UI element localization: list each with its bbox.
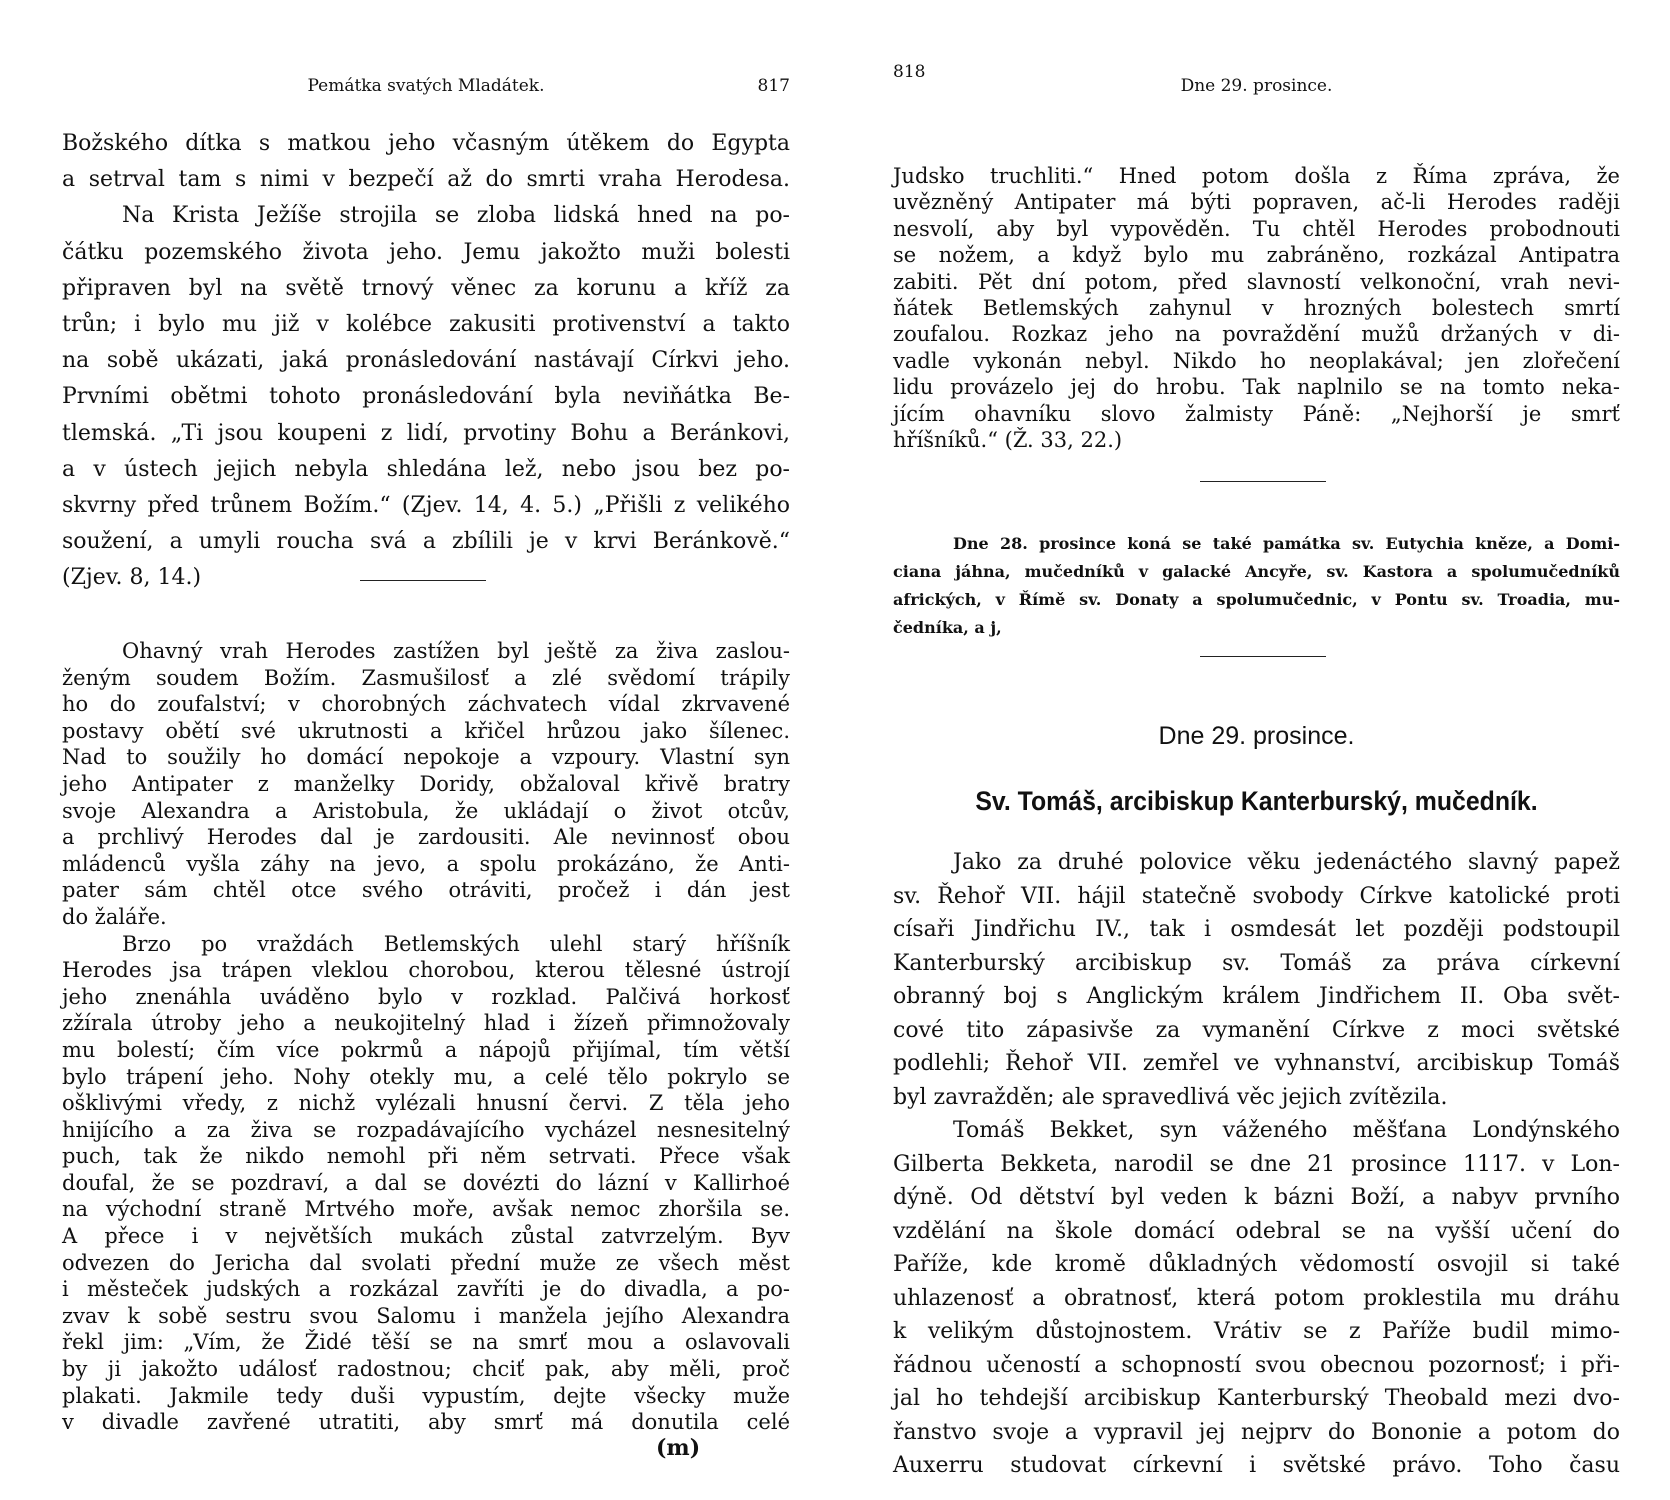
text-line: A přece i v největších mukách zůstal zatvrzelým. Byv — [62, 1224, 790, 1249]
left-header-title: Pemátka svatých Mladátek. — [307, 76, 545, 96]
text-line: na sobě ukázati, jaká pronásledování nastávají Církvi jeho. — [62, 348, 790, 374]
text-line: ošklivými vředy, z nichž vylézali hnusní červi. Z těla jeho — [62, 1091, 790, 1116]
text-line: sv. Řehoř VII. hájil statečně svobody Církve katolické proti — [893, 883, 1620, 909]
left-page-number: 817 — [757, 76, 790, 96]
text-line: postavy obětí své ukrutnosti a křičel hrůzou jako šílenec. — [62, 718, 790, 743]
right-header-title: Dne 29. prosince. — [1180, 76, 1333, 96]
text-line: řádnou učeností a schopností svou obecnou pozornosť; i při- — [893, 1352, 1620, 1378]
right-text-block-2 — [893, 846, 1620, 1483]
text-line: Božského dítka s matkou jeho včasným útěkem do Egypta — [62, 131, 790, 156]
text-line: soužení, a umyli roucha svá a zbílili je v krvi Beránkově.“ — [62, 529, 790, 555]
text-line: a v ústech jejich nebyla shledána lež, nebo jsou bez po- — [62, 456, 790, 482]
text-line: Prvními obětmi tohoto pronásledování byla neviňátka Be- — [62, 384, 790, 410]
text-line: a setrval tam s nimi v bezpečí až do smrti vraha Herodesa. — [62, 167, 790, 193]
note-line: ciana jáhna, mučedníků v galacké Ancyře, sv. Kastora a spolumučedníků — [893, 562, 1620, 581]
text-line: trůn; i bylo mu již v kolébce zakusiti protivenství a takto — [62, 311, 790, 337]
text-line: řekl jim: „Vím, že Židé těší se na smrť mou a oslavovali — [62, 1330, 790, 1355]
text-line: čátku pozemského života jeho. Jemu jakožto muži bolesti — [62, 239, 790, 265]
text-line: Nad to soužily ho domácí nepokoje a vzpoury. Vlastní syn — [62, 745, 790, 770]
text-line: Jako za druhé polovice věku jedenáctého slavný papež — [953, 850, 1620, 875]
text-line: Auxerru studovat církevní i světské právo. Toho času — [893, 1453, 1620, 1478]
text-line: by ji jakožto událosť radostnou; chciť pak, aby měli, proč — [62, 1357, 790, 1382]
note-line: Dne 28. prosince koná se také památka sv. Eutychia kněze, a Domi- — [953, 534, 1620, 553]
text-line: tlemská. „Ti jsou koupeni z lidí, prvotiny Bohu a Beránkovi, — [62, 420, 790, 446]
text-line: Gilberta Bekketa, narodil se dne 21 prosince 1117. v Lon- — [893, 1151, 1620, 1177]
text-line: jal ho tehdejší arcibiskup Kanterburský Theobald mezi dvo- — [893, 1386, 1620, 1411]
signature-mark: (m) — [656, 1435, 701, 1461]
text-line: Judsko truchliti.“ Hned potom došla z Říma zpráva, že — [893, 164, 1620, 188]
text-line: řanstvo svoje a vypravil jej nejprv do Bononie a potom do — [893, 1419, 1620, 1445]
text-line: zabiti. Pět dní potom, před slavností velkonoční, vrah nevi- — [893, 269, 1620, 294]
text-line: Ohavný vrah Herodes zastížen byl ještě za živa zaslou- — [122, 639, 790, 663]
text-line: pater sám chtěl otce svého otráviti, pročež i dán jest — [62, 878, 790, 903]
text-line: byl zavražděn; ale spravedlivá věc jejich zvítězila. — [893, 1084, 1448, 1110]
text-line: zvav k sobě sestru svou Salomu i manžela jejího Alexandra — [62, 1303, 790, 1328]
text-line: podlehli; Řehoř VII. zemřel ve vyhnanství, arcibiskup Tomáš — [893, 1051, 1620, 1076]
text-line: Na Krista Ježíše strojila se zloba lidská hned na po- — [122, 203, 790, 229]
day-heading: Dne 29. prosince. — [1158, 722, 1355, 750]
text-line: ňátek Betlemských zahynul v hrozných bolestech smrtí — [893, 295, 1620, 320]
text-line: skvrny před trůnem Božím.“ (Zjev. 14, 4. 5.) „Přišli z velikého — [62, 492, 790, 518]
commemoration-note — [893, 530, 1620, 642]
note-line: čedníka, a j, — [893, 618, 1002, 637]
text-line: odvezen do Jericha dal svolati přední muže ze všech měst — [62, 1250, 790, 1275]
text-line: do žaláře. — [62, 904, 167, 929]
text-line: ho do zoufalství; v chorobných záchvatech vídal zkrvavené — [62, 692, 790, 717]
text-line: zoufalou. Rozkaz jeho na povraždění mužů držaných v di- — [893, 322, 1620, 347]
text-line: jeho znenáhla uváděno bylo v rozklad. Palčivá horkosť — [62, 984, 790, 1009]
text-line: bylo trápení jeho. Nohy otekly mu, a celé tělo pokrylo se — [62, 1064, 790, 1089]
text-line: cové tito zápasivše za vymanění Církve z moci světské — [893, 1017, 1620, 1043]
text-line: mu bolestí; čím více pokrmů a nápojů přijímal, tím větší — [62, 1037, 790, 1062]
text-line: Brzo po vraždách Betlemských ulehl starý hříšník — [122, 931, 790, 956]
text-line: lidu provázelo jej do hrobu. Tak naplnilo se na tomto neka- — [893, 375, 1620, 400]
section-divider — [1200, 656, 1326, 657]
text-line: a prchlivý Herodes dal je zardousiti. Ale nevinnosť obou — [62, 825, 790, 850]
text-line: Tomáš Bekket, syn váženého měšťana Londýnského — [953, 1118, 1620, 1143]
text-line: zžírala útroby jeho a neukojitelný hlad i žízeň přimnožovaly — [62, 1011, 790, 1036]
text-line: Paříže, kde kromě důkladných vědomostí osvojil si také — [893, 1252, 1620, 1277]
text-line: hnijícího a za živa se rozpadávajícího vycházel nesnesitelný — [62, 1117, 790, 1142]
text-line: (Zjev. 8, 14.) — [62, 565, 202, 591]
text-line: dýně. Od dětství byl veden k bázni Boží, a nabyv prvního — [893, 1185, 1620, 1210]
text-line: Herodes jsa trápen vleklou chorobou, kterou tělesné ústrojí — [62, 958, 790, 983]
text-line: doufal, že se pozdraví, a dal se dovézti do lázní v Kallirhoé — [62, 1170, 790, 1195]
text-line: svoje Alexandra a Aristobula, že ukládají o život otcův, — [62, 798, 790, 823]
text-line: císaři Jindřichu IV., tak i osmdesát let později podstoupil — [893, 917, 1620, 942]
text-line: vadle vykonán nebyl. Nikdo ho neoplakával; jen zlořečení — [893, 348, 1620, 373]
left-text-block-1 — [62, 126, 790, 596]
right-page-number: 818 — [893, 62, 926, 82]
left-running-head — [62, 72, 790, 100]
text-line: jícím ohavníku slovo žalmisty Páně: „Nejhorší je smrť — [893, 401, 1620, 426]
right-running-head — [893, 62, 1620, 100]
left-text-block-2 — [62, 638, 790, 1436]
text-line: na východní straně Mrtvého moře, avšak nemoc zhoršila se. — [62, 1197, 790, 1222]
text-line: i městeček judských a rozkázal zavříti je do divadla, a po- — [62, 1277, 790, 1302]
text-line: nesvolí, aby byl vypověděn. Tu chtěl Herodes probodnouti — [893, 216, 1620, 241]
text-line: hříšníků.“ (Ž. 33, 22.) — [893, 427, 1123, 452]
text-line: uvězněný Antipater má býti popraven, ač-li Herodes raději — [893, 190, 1620, 215]
text-line: Kanterburský arcibiskup sv. Tomáš za práva církevní — [893, 950, 1620, 976]
text-line: vzdělání na škole domácí odebral se na vyšší učení do — [893, 1218, 1620, 1244]
text-line: připraven byl na světě trnový věnec za korunu a kříž za — [62, 275, 790, 301]
text-line: plakati. Jakmile tedy duši vypustím, dejte všecky muže — [62, 1383, 790, 1408]
text-line: ženým soudem Božím. Zasmušilosť a zlé svědomí trápily — [62, 665, 790, 690]
section-divider — [360, 580, 486, 581]
text-line: jeho Antipater z manželky Doridy, obžaloval křivě bratry — [62, 771, 790, 796]
text-line: mládenců vyšla záhy na jevo, a spolu prokázáno, že Anti- — [62, 851, 790, 876]
text-line: se nožem, a když bylo mu zabráněno, rozkázal Antipatra — [893, 243, 1620, 268]
text-line: uhlazenosť a obratnosť, která potom proklestila mu dráhu — [893, 1285, 1620, 1311]
text-line: obranný boj s Anglickým králem Jindřichem II. Oba svět- — [893, 984, 1620, 1009]
right-text-block-1 — [893, 163, 1620, 453]
saint-heading: Sv. Tomáš, arcibiskup Kanterburský, mučedník. — [975, 786, 1538, 816]
text-line: k velikým důstojnostem. Vrátiv se z Paříže budil mimo- — [893, 1319, 1620, 1344]
section-divider — [1200, 481, 1326, 482]
text-line: v divadle zavřené utratiti, aby smrť má donutila celé — [62, 1410, 790, 1435]
note-line: afrických, v Římě sv. Donaty a spolumučednic, v Pontu sv. Troadia, mu- — [893, 590, 1620, 609]
text-line: puch, tak že nikdo nemohl při něm setrvati. Přece však — [62, 1144, 790, 1169]
